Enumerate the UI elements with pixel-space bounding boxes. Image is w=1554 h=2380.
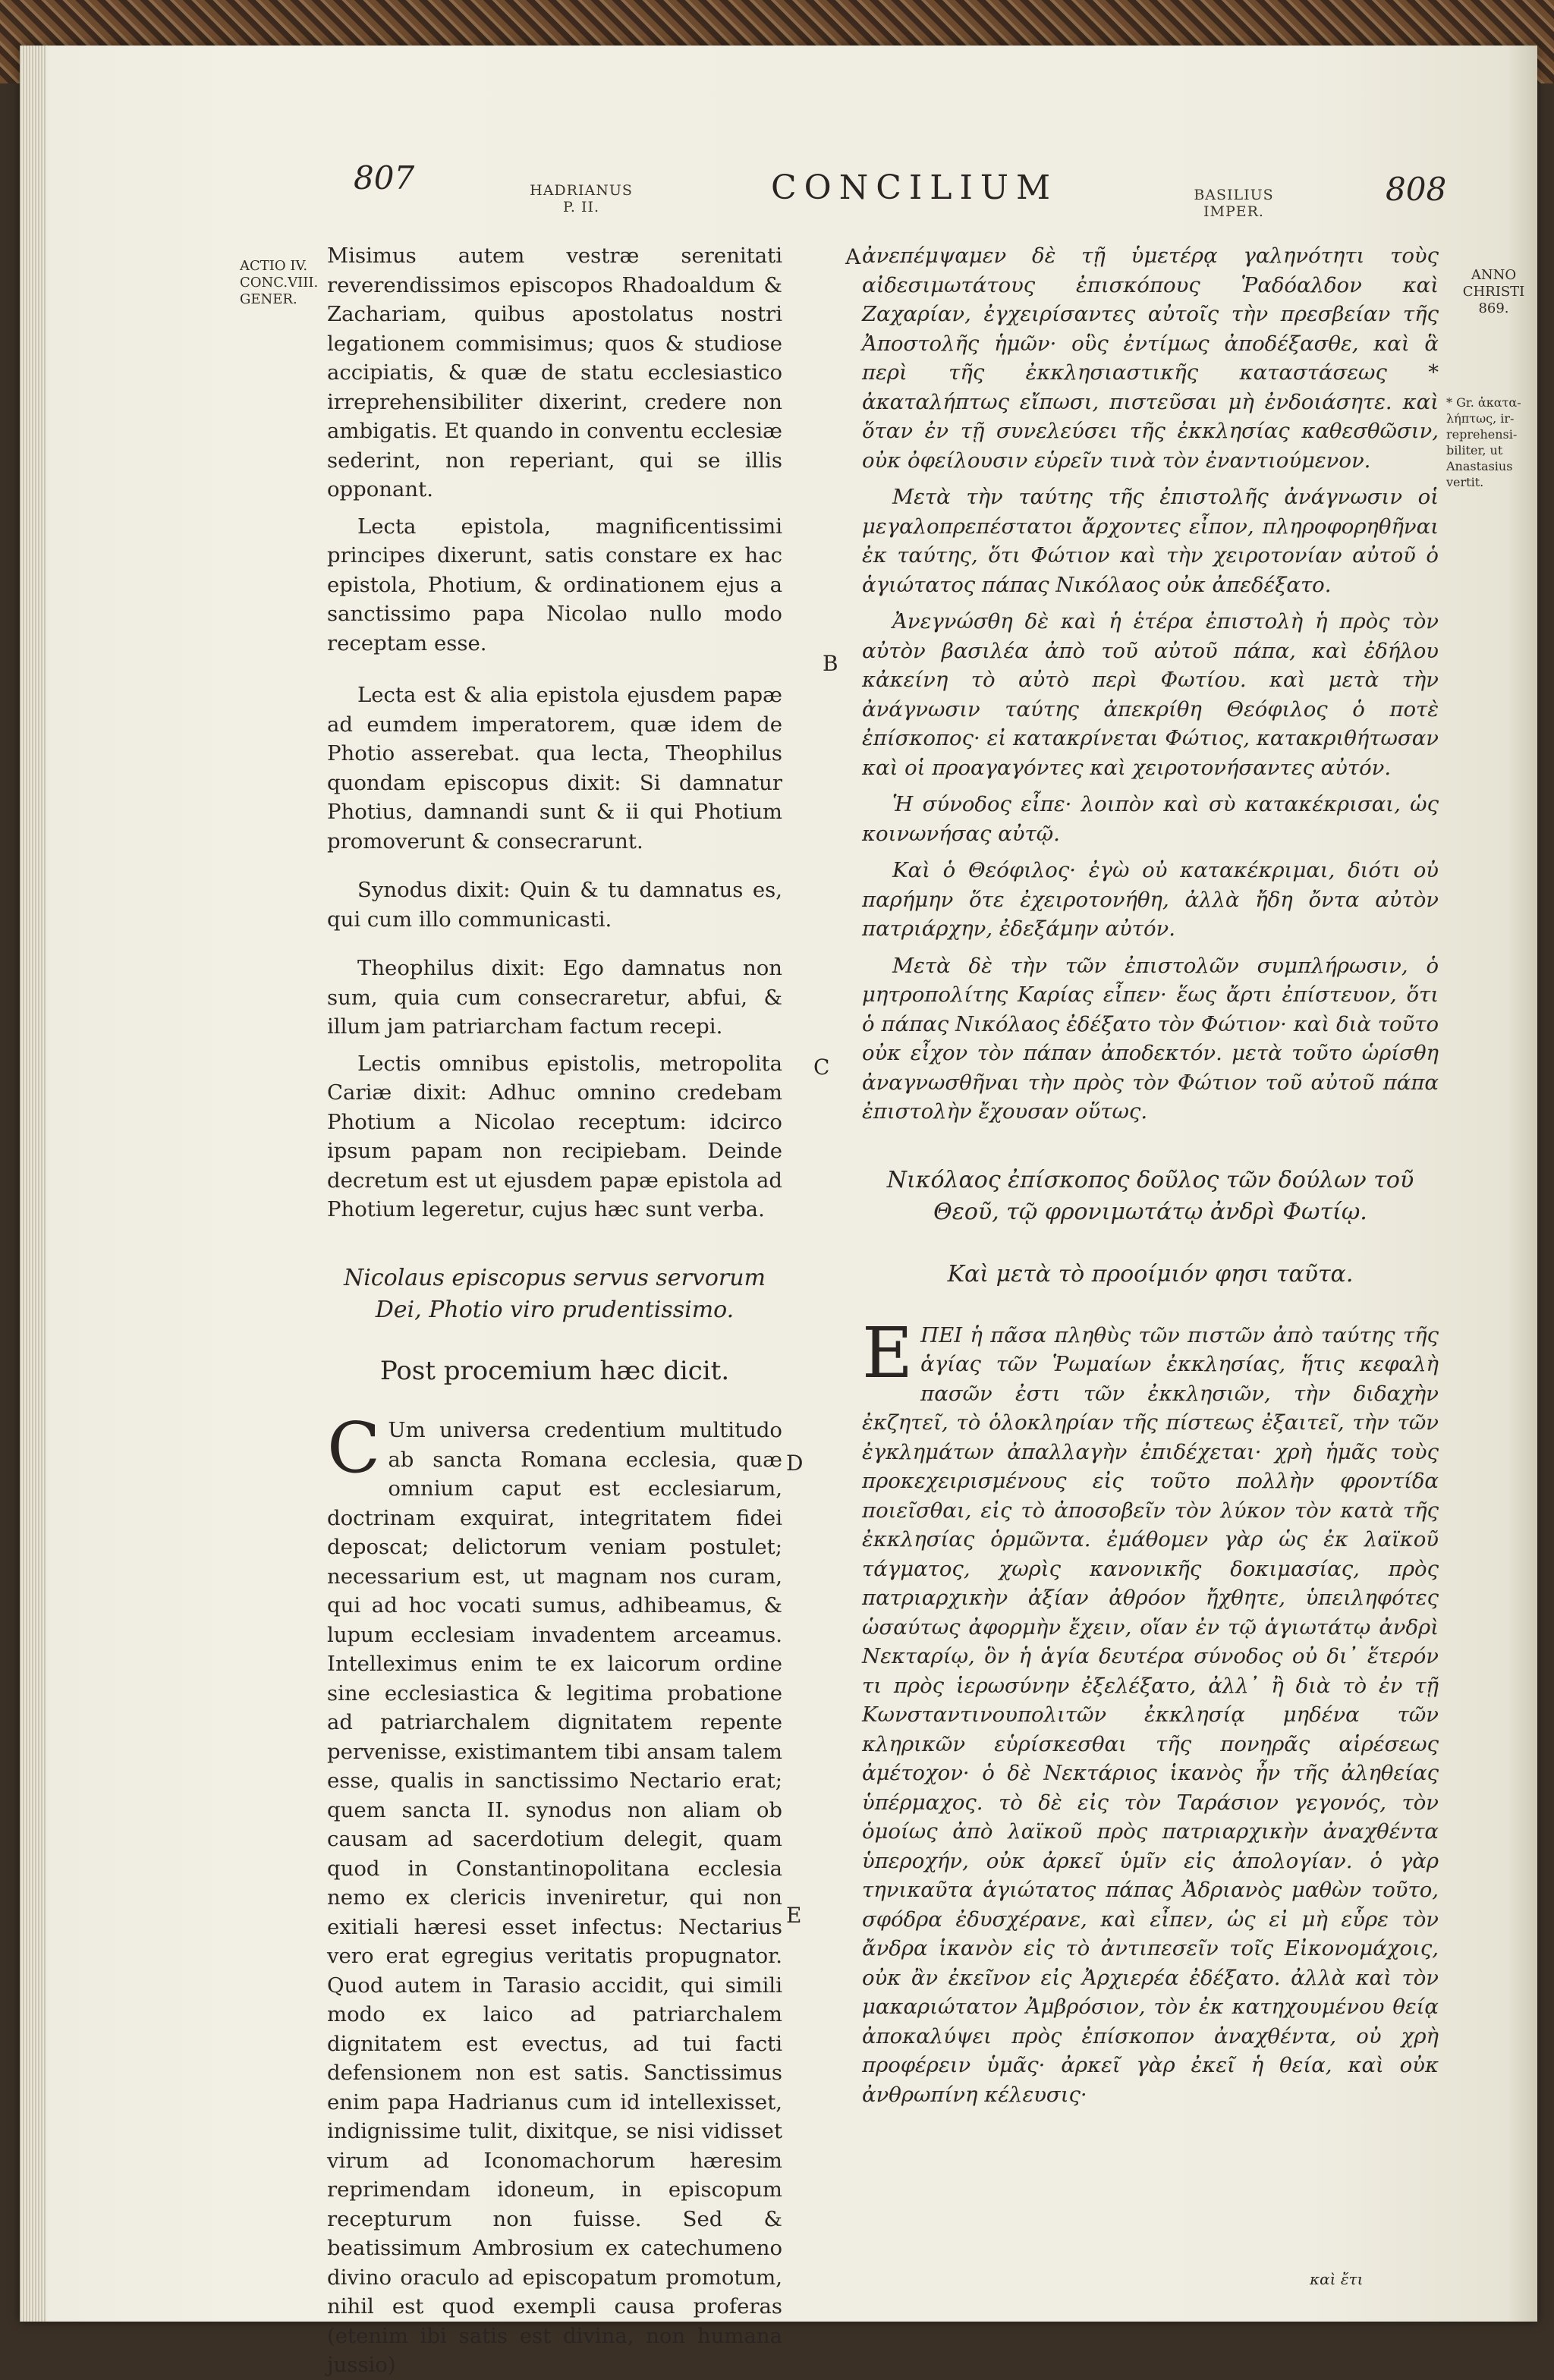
greek-dropcap: E	[862, 1312, 914, 1394]
margin-note-left: ACTIO IV. CONC.VIII. GENER.	[240, 258, 319, 307]
running-head-right: BASILIUS IMPER.	[1194, 187, 1274, 220]
section-mark-a: A	[845, 244, 861, 269]
greek-paragraph: Μετὰ δὲ τὴν τῶν ἐπιστολῶν συμπλήρωσιν, ὁ μητροπολίτης Καρίας εἶπεν· ἕως ἄρτι ἐπίστευον, ὅτι ὁ πάπας Νικόλαος ἐδέξατο τὸν Φώτιον· καὶ διὰ τοῦτο οὐκ εἶχον τὸν πάπαν ἀποδεκτόν. μετὰ τοῦτο ὡρίσθη ἀναγνωσθῆναι τὴν πρὸς τὸν Φώτιον τοῦ αὐτοῦ πάπα ἐπιστολὴν ἔχουσαν οὕτως.	[862, 953, 1439, 1124]
latin-paragraph: Synodus dixit: Quin & tu damnatus es, qui cum illo communicasti.	[327, 878, 782, 932]
greek-letter-heading: Νικόλαος ἐπίσκοπος δοῦλος τῶν δούλων τοῦ Θεοῦ, τῷ φρονιμωτάτῳ ἀνδρὶ Φωτίῳ.	[886, 1166, 1414, 1225]
greek-paragraph: Ἡ σύνοδος εἶπε· λοιπὸν καὶ σὺ κατακέκρισαι, ὡς κοινωνήσας αὐτῷ.	[862, 792, 1439, 846]
margin-footnote: * Gr. ἀκατα- λήπτως, ir- reprehensi- biliter, ut Anastasius vertit.	[1446, 395, 1521, 489]
greek-paragraph: Μετὰ τὴν ταύτης τῆς ἐπιστολῆς ἀνάγνωσιν οἱ μεγαλοπρεπέστατοι ἄρχοντες εἶπον, πληροφορηθῆναι ἐκ ταύτης, ὅτι Φώτιον καὶ τὴν χειροτονίαν αὐτοῦ ὁ ἁγιώτατος πάπας Νικόλαος οὐκ ἀπεδέξατο.	[862, 485, 1439, 597]
latin-letter-body: Um universa credentium multitudo ab sancta Romana ecclesia, quæ omnium caput est ecclesiarum, doctrinam exquirat, integritatem fidei deposcat; delictorum veniam postulet; necessarium est, ut magnam nos curam, qui ad hoc vocati sumus, adhibeamus, & lupum ecclesiam invadentem arceamus. Intelleximus enim te ex laicorum ordine sine ecclesiastica & legitima probatione ad patriarchalem dignitatem repente pervenisse, existimantem tibi ansam talem esse, qualis in sanctissimo Nectario erat; quem sancta II. synodus non aliam ob causam ad sacerdotium delegit, quam quod in Constantinopolitana ecclesia nemo ex clericis inveniretur, qui non exitiali hæresi esset infectus: Nectarius vero erat egregius veritatis propugnator. Quod autem in Tarasio accidit, qui simili modo ex laico ad patriarchalem dignitatem est evectus, ad tui facti defensionem non est satis. Sanctissimus enim papa Hadrianus cum id intellexisset, indignissime tulit, dixitque, se nisi vidisset virum ad Iconomachorum hæresim reprimendam idoneum, in episcopum recepturum non fuisse. Sed & beatissimum Ambrosium ex catechumeno divino oraculo ad episcopatum promotum, nihil est quod exempli causa proferas (etenim ibi satis est divina, non humana jussio)	[327, 1418, 782, 2377]
section-mark-d: D	[786, 1451, 804, 1476]
page-edge	[20, 46, 46, 2322]
greek-paragraph: Καὶ ὁ Θεόφιλος· ἐγὼ οὐ κατακέκριμαι, διότι οὐ παρήμην ὅτε ἐχειροτονήθη, ἀλλὰ ἤδη ὄντα αὐτὸν πατριάρχην, ἐδεξάμην αὐτόν.	[862, 858, 1439, 941]
book-page	[20, 46, 1537, 2377]
greek-subheading: Καὶ μετὰ τὸ προοίμιόν φησι ταῦτα.	[947, 1260, 1354, 1287]
page-title: CONCILIUM	[771, 168, 1059, 207]
running-head-left: HADRIANUS P. II.	[530, 182, 633, 215]
latin-paragraph: Lectis omnibus epistolis, metropolita Cariæ dixit: Adhuc omnino credebam Photium a Nicolao receptum: idcirco ipsum papam non recipiebam. Deinde decretum est ut ejusdem papæ epistola ad Photium legeretur, cujus hæc sunt verba.	[327, 1051, 782, 1221]
section-mark-b: B	[823, 651, 838, 676]
greek-column	[862, 241, 1439, 2244]
catchword: καὶ ἔτι	[1310, 2270, 1364, 2288]
greek-paragraph: Ἀνεγνώσθη δὲ καὶ ἡ ἑτέρα ἐπιστολὴ ἡ πρὸς τὸν αὐτὸν βασιλέα ἀπὸ τοῦ αὐτοῦ πάπα, καὶ ἐδήλου κἀκείνη τὸ αὐτὸ περὶ Φωτίου. καὶ μετὰ τὴν ἀνάγνωσιν ταύτης ἀπεκρίθη Θεόφιλος ὁ ποτὲ ἐπίσκοπος· εἰ κατακρίνεται Φώτιος, κατακριθήτωσαν καὶ οἱ προαγαγόντες καὶ χειροτονήσαντες αὐτόν.	[862, 609, 1439, 780]
latin-paragraph: Lecta est & alia epistola ejusdem papæ ad eumdem imperatorem, quæ idem de Photio asserebat. qua lecta, Theophilus quondam episcopus dixit: Si damnatur Photius, damnandi sunt & ii qui Photium promoverunt & consecrarunt.	[327, 683, 782, 854]
latin-paragraph: Lecta epistola, magnificentissimi principes dixerunt, satis constare ex hac epistola, Photium, & ordinationem ejus a sanctissimo papa Nicolao nullo modo receptam esse.	[327, 514, 782, 656]
latin-letter-heading: Nicolaus episcopus servus servorum Dei, Photio viro prudentissimo.	[343, 1264, 766, 1323]
section-mark-c: C	[813, 1055, 830, 1080]
latin-subheading: Post procemium hæc dicit.	[379, 1355, 730, 1386]
greek-letter-body: ΠΕΙ ἡ πᾶσα πληθὺς τῶν πιστῶν ἀπὸ ταύτης τῆς ἁγίας τῶν Ῥωμαίων ἐκκλησίας, ἥτις κεφαλὴ πασῶν ἐστι τῶν ἐκκλησιῶν, τὴν διδαχὴν ἐκζητεῖ, τὸ ὁλοκληρίαν τῆς πίστεως ἐξαιτεῖ, τὴν τῶν ἐγκλημάτων ἀπαλλαγὴν ἐπιδέχεται· χρὴ ἡμᾶς τοὺς προκεχειρισμένους εἰς τοῦτο πολλὴν φροντίδα ποιεῖσθαι, εἰς τὸ ἀποσοβεῖν τὸν λύκον τὸν κατὰ τῆς ἐκκλησίας ὁρμῶντα. ἐμάθομεν γὰρ ὡς ἐκ λαϊκοῦ τάγματος, χωρὶς κανονικῆς δοκιμασίας, πρὸς πατριαρχικὴν ἀξίαν ἀθρόον ἤχθητε, ὑπειληφότες ὡσαύτως ἀφορμὴν ἔχειν, οἵαν ἐν τῷ ἁγιωτάτῳ ἀνδρὶ Νεκταρίῳ, ὃν ἡ ἁγία δευτέρα σύνοδος οὐ δι᾽ ἕτερόν τι πρὸς ἱερωσύνην ἐξελέξατο, ἀλλ᾽ ἢ διὰ τὸ ἐν τῇ Κωνσταντινουπολιτῶν ἐκκλησίᾳ μηδένα τῶν κληρικῶν εὑρίσκεσθαι τῆς πονηρᾶς αἱρέσεως ἀμέτοχον· ὁ δὲ Νεκτάριος ἱκανὸς ἦν τῆς ἀληθείας ὑπέρμαχος. τὸ δὲ εἰς τὸν Ταράσιον γεγονός, τὸν ὁμοίως ἀπὸ λαϊκοῦ πρὸς πατριαρχικὴν ἀναχθέντα ὑπεροχήν, οὐκ ἀρκεῖ ὑμῖν εἰς ἀπολογίαν. ὁ γὰρ τηνικαῦτα ἁγιώτατος πάπας Ἀδριανὸς μαθὼν τοῦτο, σφόδρα ἐδυσχέρανε, καὶ εἶπεν, ὡς εἰ μὴ εὗρε τὸν ἄνδρα ἱκανὸν εἰς τὸ ἀντιπεσεῖν τοῖς Εἰκονομάχοις, οὐκ ἂν ἐκεῖνον εἰς Ἀρχιερέα ἐδέξατο. ἀλλὰ καὶ τὸν μακαριώτατον Ἀμβρόσιον, τὸν ἐκ κατηχουμένου θείᾳ ἀποκαλύψει πρὸς ἐπίσκοπον ἀναχθέντα, οὐ χρὴ προφέρειν ὑμᾶς· ἀρκεῖ γὰρ ἐκεῖ ἡ θεία, καὶ οὐκ ἀνθρωπίνη κέλευσις·	[862, 1322, 1439, 2107]
latin-dropcap: C	[327, 1407, 381, 1489]
page-number-left: 807	[354, 159, 415, 196]
page-number-right: 808	[1386, 171, 1447, 208]
latin-paragraph: Misimus autem vestræ serenitati reverendissimos episcopos Rhadoaldum & Zachariam, quibus apostolatus nostri legationem commisimus; quos & studiose accipiatis, & quæ de statu ecclesiastico irreprehensibiliter dixerint, credere non ambigatis. Et quando in conventu ecclesiæ sederint, non reperiant, qui se illis opponant.	[327, 244, 782, 501]
latin-column	[327, 241, 782, 2377]
greek-paragraph: ἀνεπέμψαμεν δὲ τῇ ὑμετέρᾳ γαληνότητι τοὺς αἰδεσιμωτάτους ἐπισκόπους Ῥαδόαλδον καὶ Ζαχαρίαν, ἐγχειρίσαντες αὐτοῖς τὴν πρεσβείαν τῆς Ἀποστολῆς ἡμῶν· οὓς ἐντίμως ἀποδέξασθε, καὶ ἃ περὶ τῆς ἐκκλησιαστικῆς καταστάσεως * ἀκαταλήπτως εἴπωσι, πιστεῦσαι μὴ ἐνδοιάσητε. καὶ ὅταν ἐν τῇ συνελεύσει τῆς ἐκκλησίας καθεσθῶσιν, οὐκ ὀφείλουσιν εὑρεῖν τινὰ τὸν ἐναντιούμενον.	[862, 244, 1439, 473]
margin-year-note: ANNO CHRISTI 869.	[1462, 267, 1525, 316]
latin-paragraph: Theophilus dixit: Ego damnatus non sum, quia cum consecraretur, abfui, & illum jam patriarcham factum recepi.	[327, 956, 782, 1039]
section-mark-e: E	[786, 1903, 802, 1928]
